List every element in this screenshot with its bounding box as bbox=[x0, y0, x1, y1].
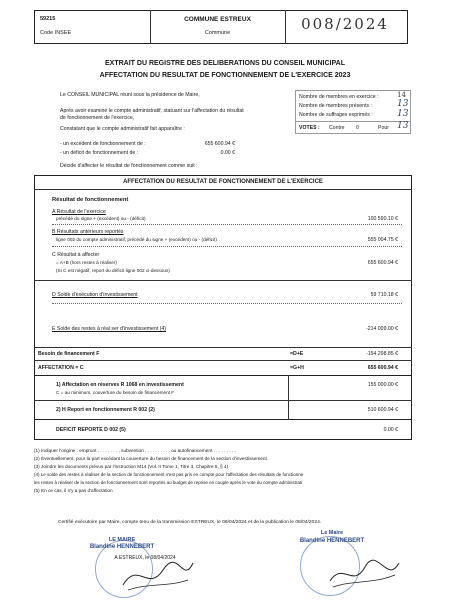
row-r1-sub: C = au minimum, couverture du besoin de financement F bbox=[56, 390, 175, 395]
note-2: (2) Éventuellement, pour la part excédant la couverture du besoin de financement de la section d'investissement. bbox=[34, 456, 269, 461]
right-signature bbox=[325, 553, 405, 593]
row-r1-value: 155 000.00 € bbox=[367, 382, 398, 388]
left-signature bbox=[118, 555, 198, 595]
code-postal: 59215 bbox=[40, 16, 56, 22]
certification-text: Certifié exécutoire par Maire, compte tenu de la transmission ESTREUX, le 08/04/2024 et de la publication le 08/04/2024. bbox=[58, 520, 322, 525]
row-b-value: 555 004.75 € bbox=[367, 237, 398, 243]
intro-p1: Le CONSEIL MUNICIPAL réuni sous la présidence de Maire, bbox=[60, 92, 200, 98]
row-b-label: B Résultats antérieurs reportés bbox=[52, 229, 124, 235]
row-b-sub: ligne 002 du compte administratif, précédé du signe + (excédent) ou - (déficit) bbox=[56, 237, 217, 242]
row-r1-divider bbox=[34, 400, 412, 401]
row-c-value: 655 600.94 € bbox=[367, 260, 398, 266]
row-f-value: -154 298.85 € bbox=[365, 351, 398, 357]
note-4a: (4) Le solde des restes à réaliser de la section de fonctionnement n'est pas pris en compte pour l'affectation des résultats de fonctionne bbox=[34, 472, 304, 477]
header-divider-2 bbox=[285, 10, 286, 44]
right-mayor-title: Le Maire bbox=[320, 530, 344, 536]
row-d-divider bbox=[52, 303, 402, 304]
deliberation-number: 008/2024 bbox=[301, 15, 389, 33]
intro-l1-value: 655 600.94 € bbox=[204, 141, 235, 147]
commune-sub: Commune bbox=[204, 30, 231, 36]
contre-label: Contre bbox=[329, 125, 345, 131]
row-c-sub2: (Si C est négatif, report du déficit ligne 002 ci-dessous) bbox=[56, 268, 170, 273]
intro-l2-label: - un déficit de fonctionnement de : bbox=[60, 150, 139, 156]
deficit-label: DEFICIT REPORTE D 002 (5) bbox=[56, 427, 126, 433]
section-label: Résultat de fonctionnement bbox=[52, 197, 129, 203]
members-v1: 14 bbox=[397, 91, 406, 99]
row-f-divider bbox=[34, 360, 412, 361]
place-date: A ESTREUX, le 08/04/2024 bbox=[114, 555, 176, 561]
row-c-divider bbox=[34, 280, 412, 281]
row-a-value: 100 590.10 € bbox=[367, 216, 398, 222]
members-divider bbox=[295, 121, 411, 122]
row-e-label: E Solde des restes à réal ser d'investissement (4) bbox=[52, 326, 167, 332]
row-r2-label: 2) H Report en fonctionnement R 002 (2) bbox=[56, 407, 155, 413]
row-e-value: -214 009.00 € bbox=[365, 326, 398, 332]
row-d-label: D Solde d'exécution d'investissement bbox=[52, 292, 138, 298]
row-c-label: C Résultat à affecter bbox=[52, 252, 100, 258]
commune-label: COMMUNE ESTREUX bbox=[184, 16, 251, 23]
code-insee-label: Code INSEE bbox=[40, 30, 72, 36]
right-mayor-name: Blandine HENNEBERT bbox=[299, 538, 365, 544]
row-g-formula: =G+H bbox=[290, 365, 304, 371]
intro-p2b: de fonctionnement de l'exercice, bbox=[60, 115, 135, 121]
row-r2-value: 510 600.94 € bbox=[367, 407, 398, 413]
intro-p4: Décide d'affecter le résultat de fonctionnement comme suit : bbox=[60, 163, 198, 169]
note-3: (3) Joindre les documents prévus par l'instruction M14 (Vol. II Tome 1, Titre 3, Chapitre 5, § 4) bbox=[34, 464, 229, 469]
row-f-formula: =D+E bbox=[290, 351, 304, 357]
row-e-divider bbox=[34, 347, 412, 348]
row-d-value: 59 710.18 € bbox=[370, 292, 398, 298]
row-a-label: A Résultat de l'exercice bbox=[52, 209, 106, 215]
note-4b: les restes à réaliser de la section de fonctionnement sont reportés au budget de reprise en couple après le vote du compte administrati bbox=[34, 480, 303, 485]
row-b-divider bbox=[52, 246, 402, 247]
title-line-2: AFFECTATION DU RESULTAT DE FONCTIONNEMENT DE L'EXERCICE 2023 bbox=[99, 72, 351, 79]
row-a-sub: précédé du signe + (excédent) ou - (déficit) bbox=[56, 216, 146, 221]
members-v2: 13 bbox=[397, 99, 409, 109]
intro-l1-label: - un excédent de fonctionnement de : bbox=[60, 141, 146, 147]
intro-p2a: Après avoir examiné le compte administratif, statuant sur l'affectation du résultat bbox=[60, 108, 244, 114]
pour-label: Pour bbox=[378, 125, 389, 131]
row-g-label: AFFECTATION = C bbox=[38, 365, 84, 371]
votes-label: VOTES : bbox=[299, 125, 320, 131]
note-1: (1) Indiquer l'origine : emprunt . . . . . . . . , subvention . . . . . . . . . . ou autofinancement . . . . . . . . . bbox=[34, 448, 236, 453]
row-f-label: Besoin de financement F bbox=[38, 351, 100, 357]
members-l1: Nombre de membres en exercice : bbox=[299, 94, 379, 100]
deficit-value: 0.00 € bbox=[383, 427, 398, 433]
row-c-sub1: = A+B (hors restes à réaliser) bbox=[56, 260, 117, 265]
subbox-divider bbox=[288, 375, 289, 420]
intro-l2-value: 0.00 € bbox=[220, 150, 235, 156]
members-l3: Nombre de suffrages exprimés : bbox=[299, 112, 373, 118]
note-5: (5) En ce cas, il n'y a pas d'affectation bbox=[34, 488, 113, 493]
left-mayor-title: LE MAIRE bbox=[108, 537, 136, 543]
intro-p3: Constatant que le compte administratif fait apparaître : bbox=[60, 126, 185, 132]
members-v3: 13 bbox=[397, 109, 409, 119]
members-l2: Nombre de membres présents : bbox=[299, 103, 372, 109]
contre-value: 0 bbox=[356, 125, 359, 131]
pour-value: 13 bbox=[397, 121, 409, 131]
row-a-divider bbox=[52, 224, 402, 225]
left-mayor-name: Blandine HENNEBERT bbox=[89, 544, 155, 550]
row-g-value: 655 600.94 € bbox=[367, 365, 398, 371]
table-title: AFFECTATION DU RESULTAT DE FONCTIONNEMENT DE L'EXERCICE bbox=[123, 179, 323, 185]
row-r1-label: 1) Affectation en réserves R 1068 en investissement bbox=[56, 382, 184, 388]
title-line-1: EXTRAIT DU REGISTRE DES DELIBERATIONS DU CONSEIL MUNICIPAL bbox=[105, 60, 345, 67]
table-title-divider bbox=[34, 189, 412, 190]
